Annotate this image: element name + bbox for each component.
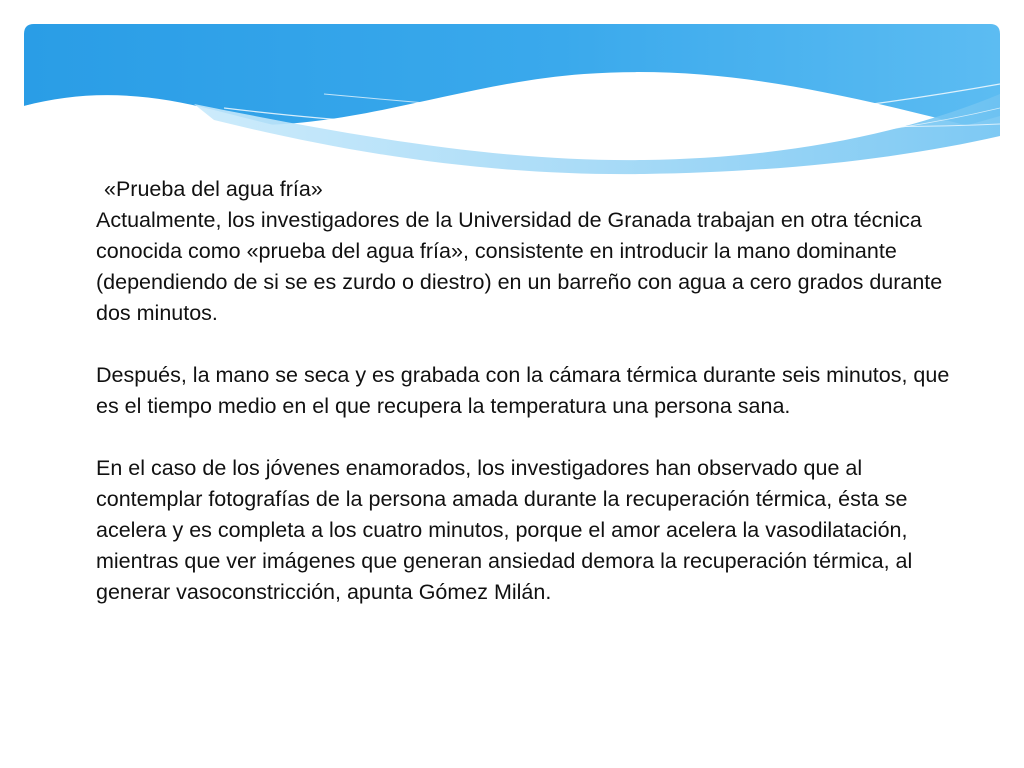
paragraph-3: En el caso de los jóvenes enamorados, los investigadores han observado que al contemplar fotografías de la persona amada durante la recuperación térmica, ésta se acelera y es completa a los cuatro minutos, porque el amor acelera la vasodilatación, mientras que ver imágenes que generan ansiedad demora la recuperación térmica, al generar vasoconstricción, apunta Gómez Milán. (96, 456, 913, 604)
slide-content (96, 174, 956, 608)
slide-heading: «Prueba del agua fría» (104, 177, 323, 201)
paragraph-spacer (96, 422, 956, 453)
paragraph-spacer (96, 329, 956, 360)
wave-banner (24, 24, 1000, 184)
paragraph-2: Después, la mano se seca y es grabada con la cámara térmica durante seis minutos, que es el tiempo medio en el que recupera la temperatura una persona sana. (96, 363, 950, 418)
paragraph-1: Actualmente, los investigadores de la Universidad de Granada trabajan en otra técnica conocida como «prueba del agua fría», consistente en introducir la mano dominante (dependiendo de si se es zurdo o diestro) en un barreño con agua a cero grados durante dos minutos. (96, 208, 943, 325)
